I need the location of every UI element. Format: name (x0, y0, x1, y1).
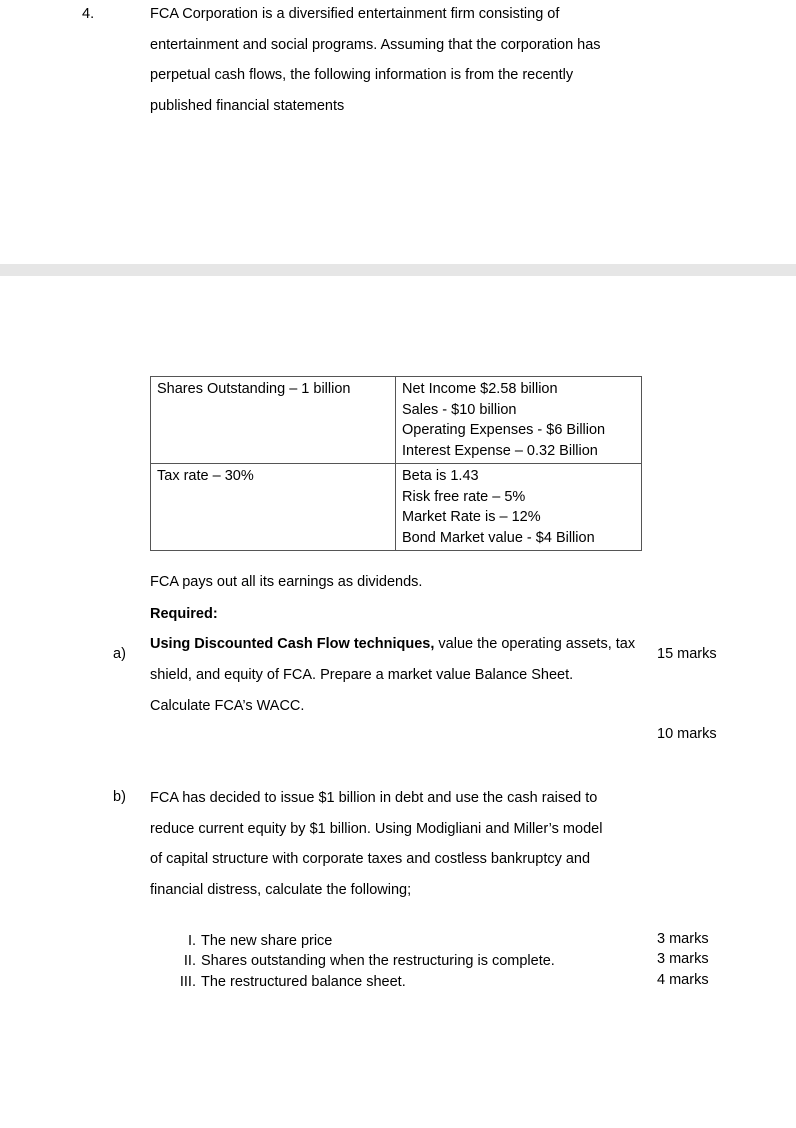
page-break (0, 264, 796, 276)
interest-expense: Interest Expense – 0.32 Billion (402, 442, 598, 459)
table-cell-market (396, 464, 642, 551)
list-item: The restructured balance sheet. (201, 974, 406, 990)
list-item-marks: 3 marks (657, 951, 709, 967)
list-item: Shares outstanding when the restructuring is complete. (201, 953, 555, 969)
table-row (151, 377, 642, 464)
risk-free-rate: Risk free rate – 5% (402, 488, 526, 505)
required-label: Required: (150, 606, 218, 622)
intro-line-2: entertainment and social programs. Assuming that the corporation has (150, 37, 601, 53)
part-a-line-2: shield, and equity of FCA. Prepare a market value Balance Sheet. (150, 667, 574, 683)
part-a-line-1-rest: value the operating assets, tax (434, 636, 636, 652)
operating-expenses: Operating Expenses - $6 Billion (402, 422, 606, 438)
list-item-number: I. (187, 933, 196, 949)
intro-line-1: FCA Corporation is a diversified entertainment firm consisting of (150, 6, 560, 22)
beta: Beta is 1.43 (402, 468, 479, 484)
intro-line-4: published financial statements (150, 98, 345, 114)
bond-market-value: Bond Market value - $4 Billion (402, 529, 595, 546)
part-a-line-3: Calculate FCA’s WACC. (150, 698, 305, 714)
part-b-line-1: FCA has decided to issue $1 billion in debt and use the cash raised to (150, 790, 598, 806)
financial-data-table (150, 376, 642, 551)
intro-line-3: perpetual cash flows, the following information is from the recently (150, 67, 574, 83)
list-item-number: II. (183, 953, 196, 969)
net-income: Net Income $2.58 billion (402, 381, 558, 397)
part-b-line-2: reduce current equity by $1 billion. Using Modigliani and Miller’s model (150, 821, 603, 837)
question-number: 4. (82, 6, 95, 22)
part-a-marks-2: 10 marks (657, 726, 717, 742)
list-item: The new share price (201, 933, 333, 949)
list-item-number: III. (179, 974, 196, 990)
table-cell-tax: Tax rate – 30% (151, 464, 396, 551)
part-b-label: b) (113, 789, 126, 805)
table-cell-income (396, 377, 642, 464)
list-item-marks: 3 marks (657, 931, 709, 947)
part-a-line-1 (150, 636, 635, 652)
part-b-line-3: of capital structure with corporate taxes and costless bankruptcy and (150, 851, 591, 867)
dividends-note: FCA pays out all its earnings as dividends. (150, 574, 423, 590)
part-a-bold-lead: Using Discounted Cash Flow techniques, (150, 636, 435, 652)
part-a-marks-1: 15 marks (657, 646, 717, 662)
list-item-marks: 4 marks (657, 972, 709, 988)
sales: Sales - $10 billion (402, 401, 517, 418)
table-cell-shares: Shares Outstanding – 1 billion (151, 377, 396, 464)
market-rate: Market Rate is – 12% (402, 509, 541, 525)
part-a-label: a) (113, 646, 126, 662)
part-b-line-4: financial distress, calculate the following; (150, 882, 412, 898)
table-row (151, 464, 642, 551)
